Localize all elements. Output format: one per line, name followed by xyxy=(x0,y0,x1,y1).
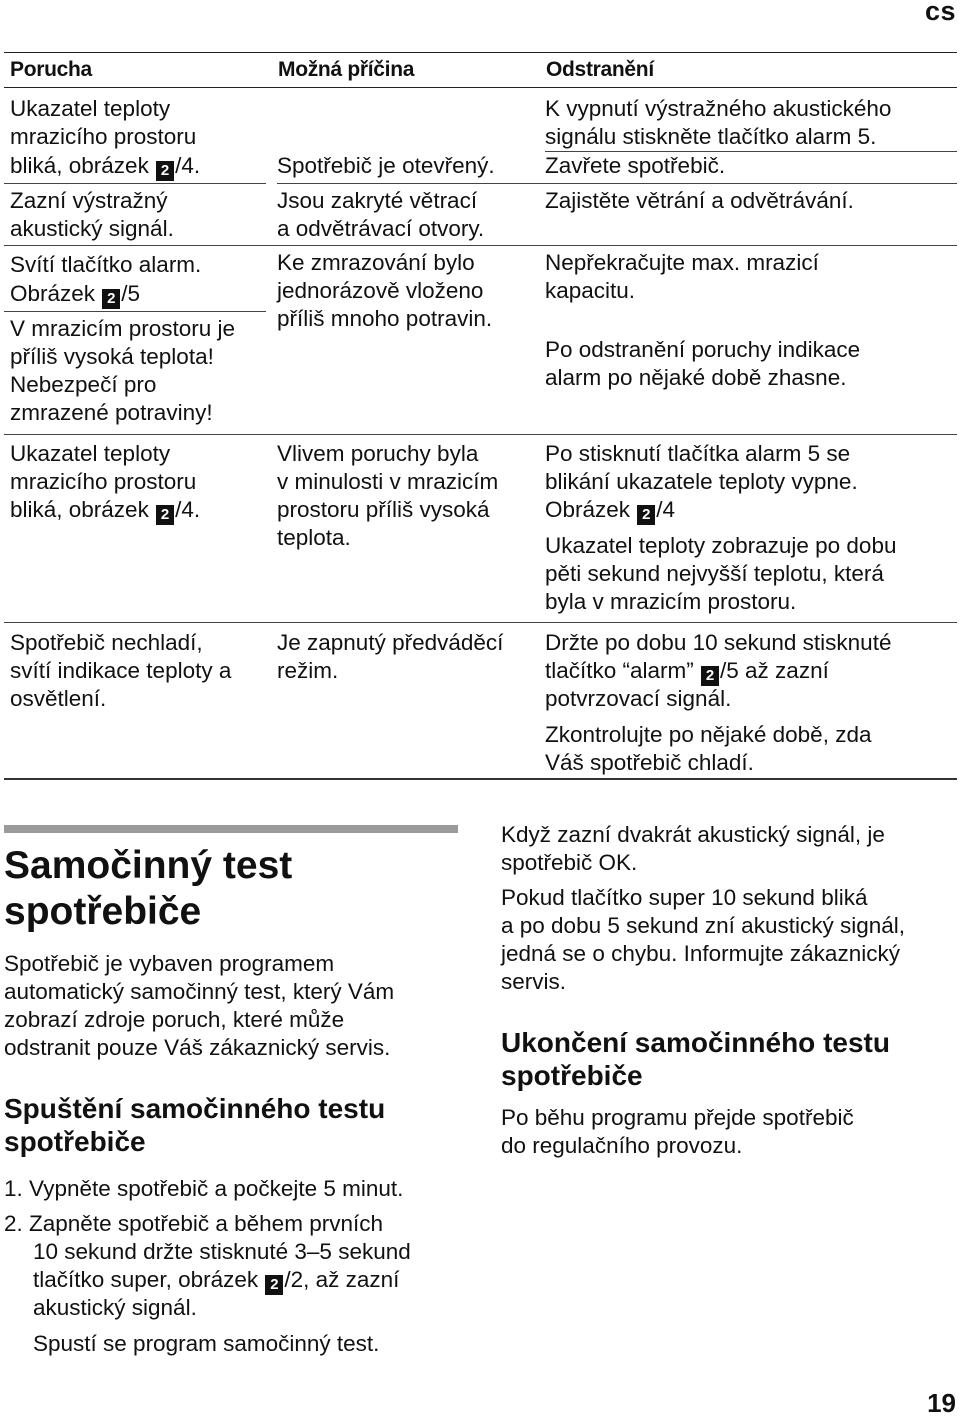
remedy-text: blikání ukazatele teploty vypne. xyxy=(545,469,858,494)
cause-text: jednorázově vloženo xyxy=(277,278,484,303)
cause-text: teplota. xyxy=(277,525,351,550)
remedy-text: kapacitu. xyxy=(545,278,636,303)
remedy-text: Nepřekračujte max. mrazicí xyxy=(545,250,819,275)
section-title: Samočinný test spotřebiče xyxy=(4,844,293,933)
intro-text: Spotřebič je vybaven programem xyxy=(4,951,335,976)
remedy-text: tlačítko “alarm” 2 /5 až zazní xyxy=(545,658,829,684)
end-text: Po běhu programu přejde spotřebič xyxy=(501,1105,854,1130)
fault-text: mrazicího prostoru xyxy=(10,124,197,149)
fault-text: svítí indikace teploty a xyxy=(10,658,232,683)
end-heading: Ukončení samočinného testu spotřebiče xyxy=(501,1027,890,1091)
table-bottom-rule xyxy=(4,778,957,780)
fault-text: Spotřebič nechladí, xyxy=(10,630,203,655)
end-text: do regulačního provozu. xyxy=(501,1133,743,1158)
cause-text: příliš mnoho potravin. xyxy=(277,306,493,331)
cause-text: Jsou zakryté větrací xyxy=(277,188,478,213)
remedy-text: Po odstranění poruchy indikace xyxy=(545,337,861,362)
fault-text: Ukazatel teploty xyxy=(10,96,171,121)
column-header-cause: Možná příčina xyxy=(278,58,415,81)
fault-text: Obrázek 2 /5 xyxy=(10,281,141,307)
fault-text: příliš vysoká teplota! xyxy=(10,344,214,369)
cause-text: Vlivem poruchy byla xyxy=(277,441,479,466)
right-text: jedná se o chybu. Informujte zákaznický xyxy=(501,941,900,966)
cause-text: Spotřebič je otevřený. xyxy=(277,153,495,178)
cause-text: prostoru příliš vysoká xyxy=(277,497,490,522)
figure-key-icon: 2 xyxy=(102,289,120,309)
remedy-text: potvrzovací signál. xyxy=(545,686,732,711)
start-heading: Spuštění samočinného testu spotřebiče xyxy=(4,1093,386,1157)
row-divider xyxy=(4,434,957,435)
fault-text: bliká, obrázek 2 /4. xyxy=(10,497,201,523)
fault-text: Zazní výstražný xyxy=(10,188,168,213)
right-text: servis. xyxy=(501,969,567,994)
step-item: 2. Zapněte spotřebič a během prvních xyxy=(4,1211,383,1236)
figure-key-icon: 2 xyxy=(156,161,174,181)
remedy-text: Držte po dobu 10 sekund stisknuté xyxy=(545,630,892,655)
step-item: akustický signál. xyxy=(33,1295,197,1320)
cause-text: v minulosti v mrazicím xyxy=(277,469,499,494)
fault-text: V mrazicím prostoru je xyxy=(10,316,236,341)
row-divider xyxy=(4,245,957,246)
remedy-text: Po stisknutí tlačítka alarm 5 se xyxy=(545,441,851,466)
figure-key-icon: 2 xyxy=(265,1275,283,1295)
intro-text: zobrazí zdroje poruch, které může xyxy=(4,1007,345,1032)
step-item: 1. Vypněte spotřebič a počkejte 5 minut. xyxy=(4,1176,404,1201)
fault-text: bliká, obrázek 2 /4. xyxy=(10,153,201,179)
fault-text: Ukazatel teploty xyxy=(10,441,171,466)
remedy-text: Zkontrolujte po nějaké době, zda xyxy=(545,722,872,747)
cause-text: režim. xyxy=(277,658,339,683)
fault-text: zmrazené potraviny! xyxy=(10,400,213,425)
remedy-text: alarm po nějaké době zhasne. xyxy=(545,365,847,390)
remedy-text: K vypnutí výstražného akustického xyxy=(545,96,892,121)
remedy-text: Váš spotřebič chladí. xyxy=(545,750,754,775)
intro-text: odstranit pouze Váš zákaznický servis. xyxy=(4,1035,391,1060)
remedy-text: byla v mrazicím prostoru. xyxy=(545,589,797,614)
remedy-text: Obrázek 2 /4 xyxy=(545,497,676,523)
right-text: Když zazní dvakrát akustický signál, je xyxy=(501,822,885,847)
column-header-remedy: Odstranění xyxy=(546,58,654,81)
remedy-text: pěti sekund nejvyšší teplotu, která xyxy=(545,561,884,586)
cause-text: a odvětrávací otvory. xyxy=(277,216,485,241)
figure-key-icon: 2 xyxy=(701,666,719,686)
right-text: a po dobu 5 sekund zní akustický signál, xyxy=(501,913,906,938)
row-divider xyxy=(277,183,957,184)
column-header-fault: Porucha xyxy=(10,58,92,81)
remedy-text: Zajistěte větrání a odvětrávání. xyxy=(545,188,854,213)
step-item: tlačítko super, obrázek 2 /2, až zazní xyxy=(33,1267,400,1293)
intro-text: automatický samočinný test, který Vám xyxy=(4,979,395,1004)
section-rule xyxy=(4,825,458,833)
right-text: Pokud tlačítko super 10 sekund bliká xyxy=(501,885,868,910)
remedy-text: Zavřete spotřebič. xyxy=(545,153,726,178)
fault-text: akustický signál. xyxy=(10,216,174,241)
table-header xyxy=(4,52,957,88)
cause-text: Je zapnutý předváděcí xyxy=(277,630,504,655)
fault-text: mrazicího prostoru xyxy=(10,469,197,494)
fault-text: osvětlení. xyxy=(10,686,107,711)
right-text: spotřebič OK. xyxy=(501,850,638,875)
step-result: Spustí se program samočinný test. xyxy=(33,1331,380,1356)
row-divider xyxy=(4,622,957,623)
language-code: cs xyxy=(924,0,956,26)
row-divider xyxy=(545,151,957,152)
remedy-text: signálu stiskněte tlačítko alarm 5. xyxy=(545,124,877,149)
troubleshooting-table xyxy=(4,52,957,88)
cause-text: Ke zmrazování bylo xyxy=(277,250,475,275)
fault-text: Svítí tlačítko alarm. xyxy=(10,252,202,277)
step-item: 10 sekund držte stisknuté 3–5 sekund xyxy=(33,1239,411,1264)
page-number: 19 xyxy=(927,1388,956,1418)
row-divider xyxy=(4,183,266,184)
figure-key-icon: 2 xyxy=(156,505,174,525)
figure-key-icon: 2 xyxy=(637,505,655,525)
remedy-text: Ukazatel teploty zobrazuje po dobu xyxy=(545,533,897,558)
row-divider xyxy=(4,311,266,312)
fault-text: Nebezpečí pro xyxy=(10,372,157,397)
